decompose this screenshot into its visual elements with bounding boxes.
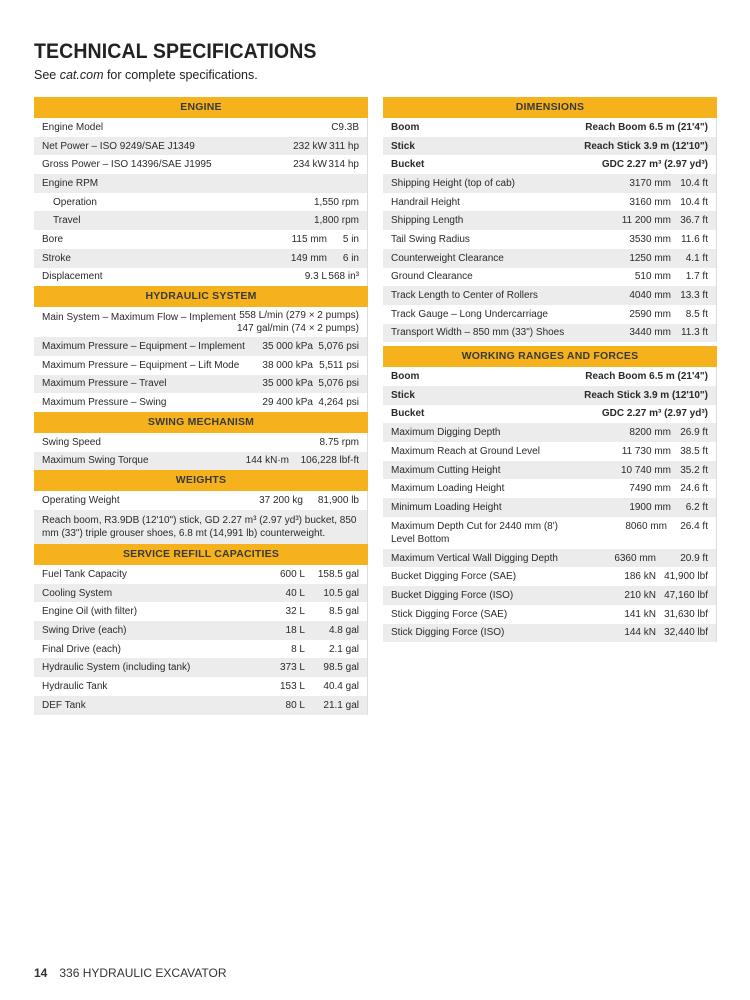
spec-value-metric: 3530 mm xyxy=(629,233,671,245)
spec-label: Maximum Loading Height xyxy=(391,483,505,495)
spec-value-imperial: 11.3 ft xyxy=(680,327,708,339)
spec-label: Shipping Length xyxy=(391,215,464,227)
spec-row xyxy=(383,605,717,624)
spec-label: Engine Model xyxy=(42,121,104,133)
spec-row xyxy=(383,268,717,287)
spec-value-metric: 153 L xyxy=(279,680,305,692)
spec-value-imperial: 10.4 ft xyxy=(680,177,708,189)
spec-row xyxy=(34,658,368,677)
spec-label: Bucket Digging Force (SAE) xyxy=(391,571,517,583)
config-value: Reach Boom 6.5 m (21'4") xyxy=(585,371,708,383)
spec-value-metric: 6360 mm xyxy=(614,552,656,564)
spec-value-imperial: 106,228 lbf-ft xyxy=(300,455,359,467)
spec-row xyxy=(383,442,717,461)
spec-row xyxy=(34,375,368,394)
spec-row xyxy=(34,565,368,584)
spec-value-metric: 8200 mm xyxy=(629,427,671,439)
spec-value-imperial: 47,160 lbf xyxy=(664,589,708,601)
config-label: Bucket xyxy=(391,408,425,420)
spec-value-metric: 32 L xyxy=(285,606,305,618)
spec-value-metric: 600 L xyxy=(279,568,305,580)
spec-row xyxy=(34,393,368,412)
spec-value-metric: 2590 mm xyxy=(629,308,671,320)
spec-value-imperial: 10.4 ft xyxy=(680,196,708,208)
spec-value-imperial: 1,550 rpm xyxy=(313,196,359,208)
spec-row-main-flow xyxy=(34,307,368,337)
spec-value-metric: 232 kW xyxy=(293,140,327,152)
spec-value-imperial: 4.1 ft xyxy=(685,252,708,264)
right-column xyxy=(383,97,717,642)
spec-value-metric: 11 730 mm xyxy=(621,445,671,457)
config-value: Reach Stick 3.9 m (12'10") xyxy=(584,389,708,401)
spec-row xyxy=(34,137,368,156)
spec-row xyxy=(34,155,368,174)
spec-row xyxy=(34,230,368,249)
spec-row xyxy=(34,433,368,452)
spec-value-metric: 9.3 L xyxy=(304,271,327,283)
cat-link[interactable]: cat.com xyxy=(59,68,104,82)
spec-row xyxy=(383,286,717,305)
dimensions-section xyxy=(383,97,717,342)
spec-row xyxy=(34,584,368,603)
config-value: Reach Boom 6.5 m (21'4") xyxy=(585,121,708,133)
config-row xyxy=(383,367,717,386)
spec-label: Displacement xyxy=(42,271,103,283)
spec-label: Maximum Pressure – Travel xyxy=(42,378,167,390)
config-value: GDC 2.27 m³ (2.97 yd³) xyxy=(601,159,708,171)
spec-label: Net Power – ISO 9249/SAE J1349 xyxy=(42,140,195,152)
spec-label: Engine RPM xyxy=(42,177,99,189)
spec-value-metric: 10 740 mm xyxy=(620,464,671,476)
spec-label: Bore xyxy=(42,233,64,245)
spec-label: Maximum Pressure – Swing xyxy=(42,397,167,409)
spec-value-metric: 144 kN xyxy=(624,627,656,639)
spec-row xyxy=(383,624,717,643)
working-header: WORKING RANGES AND FORCES xyxy=(383,346,717,367)
spec-row xyxy=(34,193,368,212)
spec-row xyxy=(34,174,368,193)
spec-value-imperial: 568 in³ xyxy=(328,271,359,283)
spec-value-metric: 510 mm xyxy=(634,271,671,283)
footer-title: 336 HYDRAULIC EXCAVATOR xyxy=(59,966,227,980)
spec-value-metric: 35 000 kPa xyxy=(262,378,313,390)
spec-value-metric: 3160 mm xyxy=(629,196,671,208)
weights-section xyxy=(34,470,368,544)
config-label: Stick xyxy=(391,140,415,152)
spec-label: Travel xyxy=(53,215,81,227)
spec-value-metric: 8 L xyxy=(291,643,305,655)
spec-label: Main System – Maximum Flow – Implement xyxy=(42,312,236,324)
spec-row xyxy=(34,211,368,230)
config-row xyxy=(383,405,717,424)
spec-row-depth-cut xyxy=(383,517,717,549)
spec-label: Counterweight Clearance xyxy=(391,252,504,264)
hydraulic-header: HYDRAULIC SYSTEM xyxy=(34,286,368,307)
spec-row xyxy=(34,621,368,640)
spec-value-imperial: 311 hp xyxy=(329,140,359,152)
dimensions-header: DIMENSIONS xyxy=(383,97,717,118)
spec-label: Tail Swing Radius xyxy=(391,233,470,245)
spec-value-metric: 234 kW xyxy=(293,159,327,171)
config-row xyxy=(383,155,717,174)
spec-label: Minimum Loading Height xyxy=(391,501,502,513)
swing-header: SWING MECHANISM xyxy=(34,412,368,433)
spec-value-metric: 29 400 kPa xyxy=(262,397,313,409)
spec-value-imperial: 21.1 gal xyxy=(323,699,359,711)
spec-value-metric: 210 kN xyxy=(624,589,656,601)
spec-row xyxy=(383,211,717,230)
spec-value-metric: 144 kN·m xyxy=(245,455,289,467)
spec-value-metric: 1250 mm xyxy=(629,252,671,264)
left-column xyxy=(34,97,368,715)
spec-value-imperial: 36.7 ft xyxy=(680,215,708,227)
spec-value-imperial: 8.5 gal xyxy=(328,606,359,618)
spec-label: Hydraulic System (including tank) xyxy=(42,662,191,674)
spec-value-imperial: 8.75 rpm xyxy=(319,436,359,448)
page-subtitle: See cat.com for complete specifications. xyxy=(34,68,258,82)
spec-value-imperial: 11.6 ft xyxy=(680,233,708,245)
spec-row xyxy=(383,423,717,442)
spec-value-metric: 149 mm xyxy=(290,252,327,264)
spec-row xyxy=(34,602,368,621)
spec-value-metric: 40 L xyxy=(285,587,305,599)
config-row xyxy=(383,118,717,137)
working-section xyxy=(383,346,717,642)
spec-row xyxy=(34,640,368,659)
weights-header: WEIGHTS xyxy=(34,470,368,491)
spec-value-imperial: 32,440 lbf xyxy=(664,627,708,639)
spec-label: Ground Clearance xyxy=(391,271,473,283)
spec-value-metric: 37 200 kg xyxy=(259,495,303,507)
spec-value-imperial: 314 hp xyxy=(328,159,359,171)
spec-value-metric: 186 kN xyxy=(624,571,656,583)
spec-value-metric: 7490 mm xyxy=(629,483,671,495)
spec-value-metric: 3440 mm xyxy=(629,327,671,339)
spec-value-imperial: 8.5 ft xyxy=(685,308,708,320)
config-value: Reach Stick 3.9 m (12'10") xyxy=(584,140,708,152)
spec-label: Gross Power – ISO 14396/SAE J1995 xyxy=(42,159,212,171)
spec-row xyxy=(383,461,717,480)
spec-value-imperial: 6.2 ft xyxy=(685,501,708,513)
spec-row xyxy=(383,479,717,498)
spec-label: Swing Speed xyxy=(42,436,101,448)
spec-label: Engine Oil (with filter) xyxy=(42,606,138,618)
spec-row xyxy=(34,677,368,696)
spec-value-metric: 18 L xyxy=(285,624,305,636)
spec-label: Transport Width – 850 mm (33") Shoes xyxy=(391,327,565,339)
spec-value-imperial: 5,076 psi xyxy=(318,378,359,390)
spec-value-metric: 373 L xyxy=(279,662,305,674)
spec-value-imperial: 6 in xyxy=(342,252,359,264)
spec-value-metric: 11 200 mm xyxy=(621,215,671,227)
spec-row xyxy=(34,118,368,137)
spec-label: Fuel Tank Capacity xyxy=(42,568,127,580)
spec-value: 558 L/min (279 × 2 pumps) 147 gal/min (74 × 2 pumps) xyxy=(236,310,359,335)
spec-label: DEF Tank xyxy=(42,699,86,711)
config-value: GDC 2.27 m³ (2.97 yd³) xyxy=(601,408,708,420)
spec-value-metric: 38 000 kPa xyxy=(262,359,313,371)
spec-label: Track Gauge – Long Undercarriage xyxy=(391,308,548,320)
config-label: Boom xyxy=(391,121,420,133)
engine-section xyxy=(34,97,368,286)
spec-value-imperial: 4.8 gal xyxy=(328,624,359,636)
spec-label: Operation xyxy=(53,196,97,208)
spec-label: Maximum Pressure – Equipment – Implement xyxy=(42,341,245,353)
engine-header: ENGINE xyxy=(34,97,368,118)
spec-value-imperial: 24.6 ft xyxy=(680,483,708,495)
spec-value-imperial: 158.5 gal xyxy=(317,568,359,580)
spec-value-imperial: 5,511 psi xyxy=(319,359,359,371)
spec-row xyxy=(383,324,717,343)
spec-value-imperial: 1.7 ft xyxy=(685,271,708,283)
spec-value-imperial: 20.9 ft xyxy=(680,552,708,564)
spec-label: Stroke xyxy=(42,252,71,264)
spec-value-imperial: 38.5 ft xyxy=(680,445,708,457)
refill-section xyxy=(34,544,368,715)
spec-label: Maximum Vertical Wall Digging Depth xyxy=(391,552,558,564)
hydraulic-section xyxy=(34,286,368,412)
spec-label: Swing Drive (each) xyxy=(42,624,127,636)
spec-label: Final Drive (each) xyxy=(42,643,121,655)
spec-value-metric: 141 kN xyxy=(624,608,656,620)
spec-value-imperial: 35.2 ft xyxy=(680,464,708,476)
config-label: Stick xyxy=(391,389,415,401)
spec-row xyxy=(34,268,368,287)
spec-label: Maximum Cutting Height xyxy=(391,464,501,476)
spec-value-metric: 3170 mm xyxy=(629,177,671,189)
spec-row xyxy=(383,586,717,605)
spec-label: Maximum Pressure – Equipment – Lift Mode xyxy=(42,359,240,371)
spec-label: Maximum Swing Torque xyxy=(42,455,149,467)
spec-value-metric: 8060 mm xyxy=(625,520,667,532)
spec-value-imperial: 10.5 gal xyxy=(323,587,359,599)
spec-value-metric: 1900 mm xyxy=(629,501,671,513)
spec-row xyxy=(383,174,717,193)
swing-section xyxy=(34,412,368,470)
spec-row xyxy=(383,549,717,568)
spec-label: Operating Weight xyxy=(42,495,120,507)
spec-value-imperial: 81,900 lb xyxy=(317,495,359,507)
spec-value-imperial: 2.1 gal xyxy=(328,643,359,655)
spec-label: Hydraulic Tank xyxy=(42,680,108,692)
spec-row xyxy=(34,452,368,471)
spec-value-imperial: 5,076 psi xyxy=(318,341,359,353)
page-title: TECHNICAL SPECIFICATIONS xyxy=(34,40,317,63)
spec-value-imperial: 5 in xyxy=(342,233,359,245)
spec-label: Stick Digging Force (ISO) xyxy=(391,627,505,639)
spec-label: Bucket Digging Force (ISO) xyxy=(391,589,514,601)
spec-row xyxy=(383,567,717,586)
page-number: 14 xyxy=(34,966,48,980)
spec-value-imperial: 4,264 psi xyxy=(318,397,359,409)
spec-value-imperial: 1,800 rpm xyxy=(313,215,359,227)
spec-row xyxy=(383,249,717,268)
spec-row xyxy=(34,356,368,375)
spec-label: Track Length to Center of Rollers xyxy=(391,290,538,302)
config-row xyxy=(383,386,717,405)
refill-header: SERVICE REFILL CAPACITIES xyxy=(34,544,368,565)
spec-value-metric: 115 mm xyxy=(291,233,327,245)
spec-label: Handrail Height xyxy=(391,196,460,208)
spec-value-imperial: 98.5 gal xyxy=(323,662,359,674)
spec-row xyxy=(383,193,717,212)
spec-label: Cooling System xyxy=(42,587,113,599)
spec-label: Shipping Height (top of cab) xyxy=(391,177,515,189)
spec-label: Maximum Depth Cut for 2440 mm (8') Level Bottom xyxy=(391,520,558,545)
spec-label: Maximum Digging Depth xyxy=(391,427,501,439)
weights-note: Reach boom, R3.9DB (12'10") stick, GD 2.27 m³ (2.97 yd³) bucket, 850 mm (33") triple grouser shoes, 6.8 mt (14,991 lb) counterweight. xyxy=(34,510,368,544)
spec-row xyxy=(34,696,368,715)
config-label: Boom xyxy=(391,371,420,383)
spec-label: Stick Digging Force (SAE) xyxy=(391,608,508,620)
spec-value-metric: 4040 mm xyxy=(629,290,671,302)
spec-row xyxy=(34,491,368,510)
spec-value-metric: 35 000 kPa xyxy=(262,341,313,353)
spec-row xyxy=(383,230,717,249)
spec-value-metric: 80 L xyxy=(285,699,305,711)
spec-value-imperial: 26.4 ft xyxy=(680,520,708,532)
config-label: Bucket xyxy=(391,159,425,171)
spec-label: Maximum Reach at Ground Level xyxy=(391,445,540,457)
spec-value-imperial: 26.9 ft xyxy=(680,427,708,439)
config-row xyxy=(383,137,717,156)
spec-row xyxy=(383,305,717,324)
spec-value-imperial: 13.3 ft xyxy=(680,290,708,302)
spec-row xyxy=(34,249,368,268)
spec-row xyxy=(383,498,717,517)
spec-row xyxy=(34,337,368,356)
spec-value-imperial: 31,630 lbf xyxy=(664,608,708,620)
spec-value-imperial: 40.4 gal xyxy=(323,680,359,692)
page-footer xyxy=(34,966,227,980)
spec-value-imperial: 41,900 lbf xyxy=(664,571,708,583)
spec-value-imperial: C9.3B xyxy=(331,121,359,133)
